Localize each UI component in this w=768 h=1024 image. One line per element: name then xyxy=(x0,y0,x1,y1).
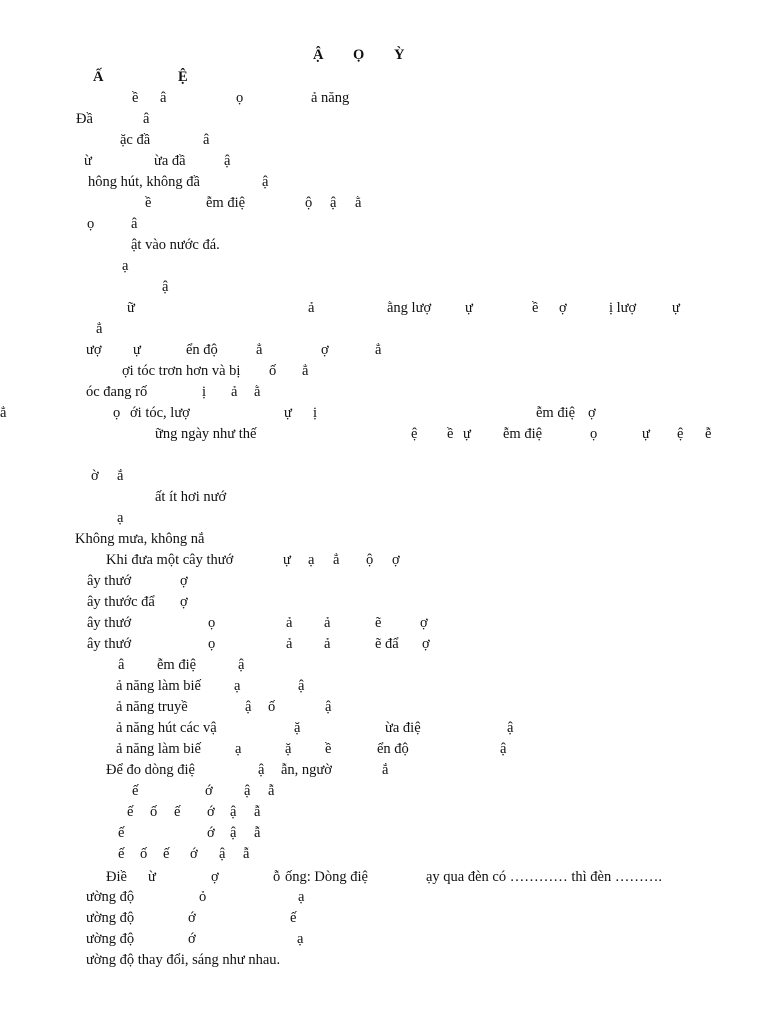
text-fragment: ật vào nước đá. xyxy=(131,237,220,253)
text-fragment: ường độ xyxy=(86,910,135,926)
text-fragment: ậ xyxy=(238,657,245,673)
text-fragment: ượ xyxy=(86,342,102,358)
text-fragment: â xyxy=(143,111,150,127)
text-fragment: ố xyxy=(269,363,277,379)
text-fragment: ẫ xyxy=(254,804,261,820)
text-fragment: ững ngày như thế xyxy=(155,426,257,442)
text-fragment: ây thước đẩ xyxy=(87,594,155,610)
text-fragment: hông hút, không đầ xyxy=(88,174,200,190)
text-fragment: ẳ xyxy=(0,405,7,421)
text-fragment: ợ xyxy=(211,869,219,885)
text-fragment: ợ xyxy=(559,300,567,316)
text-fragment: ả xyxy=(324,615,331,631)
text-fragment: ừ xyxy=(148,869,156,885)
text-fragment: ất ít hơi nướ xyxy=(155,489,227,505)
text-fragment: ả xyxy=(231,384,238,400)
text-fragment: ộ xyxy=(366,552,374,568)
text-fragment: ường độ xyxy=(86,931,135,947)
text-fragment: ường độ thay đổi, sáng như nhau. xyxy=(86,952,281,968)
text-fragment: ẳ xyxy=(333,552,340,568)
text-fragment: ạ xyxy=(235,741,242,757)
text-fragment: ẽ xyxy=(375,615,382,631)
text-fragment: ển độ xyxy=(377,741,409,757)
text-fragment: ậ xyxy=(330,195,337,211)
text-fragment: ặ xyxy=(285,741,292,757)
text-fragment: ễm điệ xyxy=(536,405,576,421)
text-fragment: ậ xyxy=(244,783,251,799)
text-fragment: ế xyxy=(118,825,125,841)
text-fragment: ẫ xyxy=(268,783,275,799)
text-fragment: ậ xyxy=(230,804,237,820)
text-fragment: ế xyxy=(290,910,297,926)
text-fragment: ị xyxy=(313,405,318,421)
text-fragment: ợi tóc trơn hơn và bị xyxy=(122,363,241,379)
text-fragment: ọ xyxy=(590,426,598,442)
text-fragment: ẫ xyxy=(254,825,261,841)
text-fragment: ọ xyxy=(87,216,95,232)
text-fragment: ả năng truyề xyxy=(116,699,188,715)
text-fragment: ậ xyxy=(230,825,237,841)
text-fragment: ợ xyxy=(321,342,329,358)
text-fragment: ễ xyxy=(705,426,712,442)
text-fragment: ế xyxy=(163,846,170,862)
text-fragment: ặ xyxy=(294,720,301,736)
text-fragment: ạ xyxy=(117,510,124,526)
text-fragment: Đầ xyxy=(76,111,93,127)
text-fragment: ả năng làm biế xyxy=(116,741,201,757)
text-fragment: ậ xyxy=(298,678,305,694)
text-fragment: ợ xyxy=(420,615,428,631)
text-fragment: ả xyxy=(286,636,293,652)
text-fragment: ạ xyxy=(297,931,304,947)
text-fragment: ạ xyxy=(308,552,315,568)
text-fragment: ậ xyxy=(500,741,507,757)
text-fragment: ằ xyxy=(254,384,261,400)
text-fragment: ự xyxy=(642,426,650,442)
text-fragment: ẳ xyxy=(302,363,309,379)
text-fragment: ợ xyxy=(392,552,400,568)
text-fragment: ớ xyxy=(205,783,213,799)
text-fragment: óc đang rố xyxy=(86,384,148,400)
text-fragment: ậ xyxy=(162,279,169,295)
text-fragment: ạ xyxy=(122,258,129,274)
text-fragment: ẳ xyxy=(375,342,382,358)
text-fragment: ẽ đẩ xyxy=(375,636,399,652)
text-fragment: â xyxy=(203,132,210,148)
title-fragment: Ọ xyxy=(353,47,365,63)
text-fragment: ọ xyxy=(113,405,121,421)
text-fragment: ằng lượ xyxy=(387,300,432,316)
text-fragment: Điề xyxy=(106,869,127,885)
text-fragment: ừa điệ xyxy=(385,720,421,736)
text-fragment: ớ xyxy=(190,846,198,862)
text-fragment: ự xyxy=(465,300,473,316)
text-fragment: ừ xyxy=(84,153,92,169)
text-fragment: ả xyxy=(324,636,331,652)
text-fragment: ớ xyxy=(207,825,215,841)
text-fragment: ế xyxy=(132,783,139,799)
text-fragment: ạ xyxy=(234,678,241,694)
text-fragment: ây thướ xyxy=(87,636,132,652)
text-fragment: Khi đưa một cây thướ xyxy=(106,552,234,568)
text-fragment: ố xyxy=(150,804,158,820)
text-fragment: Để đo dòng điệ xyxy=(106,762,195,778)
text-fragment: ự xyxy=(463,426,471,442)
text-fragment: ự xyxy=(133,342,141,358)
heading-fragment: Ệ xyxy=(178,69,188,85)
text-fragment: ạ xyxy=(298,889,305,905)
text-fragment: â xyxy=(118,657,125,673)
text-fragment: ộ xyxy=(305,195,313,211)
text-fragment: ớ xyxy=(188,931,196,947)
text-fragment: ọ xyxy=(208,615,216,631)
text-fragment: ống: Dòng điệ xyxy=(285,869,368,885)
text-fragment: ệ xyxy=(677,426,684,442)
text-fragment: ề xyxy=(325,741,332,757)
text-fragment: ả năng xyxy=(311,90,350,106)
title-fragment: Ỳ xyxy=(394,47,405,63)
text-fragment: Không mưa, không nắ xyxy=(75,531,205,547)
text-fragment: ằ xyxy=(355,195,362,211)
text-fragment: ễm điệ xyxy=(206,195,246,211)
text-fragment: ớ xyxy=(188,910,196,926)
text-fragment: ây thướ xyxy=(87,615,132,631)
text-fragment: ỏ xyxy=(199,889,207,905)
text-fragment: ờ xyxy=(91,468,99,484)
text-fragment: ặc đầ xyxy=(120,132,151,148)
text-fragment: ố xyxy=(268,699,276,715)
text-fragment: ường độ xyxy=(86,889,135,905)
text-fragment: ễm điệ xyxy=(503,426,543,442)
text-fragment: ậ xyxy=(325,699,332,715)
text-fragment: ị xyxy=(202,384,207,400)
text-fragment: ậ xyxy=(219,846,226,862)
text-fragment: ả năng làm biế xyxy=(116,678,201,694)
text-fragment: ỗ xyxy=(273,869,281,885)
text-fragment: ắ xyxy=(382,762,389,778)
text-fragment: â xyxy=(131,216,138,232)
text-fragment: ố xyxy=(140,846,148,862)
text-fragment: ề xyxy=(132,90,139,106)
text-fragment: ẫn, ngườ xyxy=(281,762,332,778)
text-fragment: ả năng hút các vậ xyxy=(116,720,217,736)
text-fragment: ễm điệ xyxy=(157,657,197,673)
text-fragment: ừa đầ xyxy=(154,153,186,169)
text-fragment: ợ xyxy=(180,573,188,589)
text-fragment: ây thướ xyxy=(87,573,132,589)
text-fragment: ữ xyxy=(127,300,135,316)
text-fragment: ế xyxy=(127,804,134,820)
text-fragment: ự xyxy=(283,552,291,568)
heading-fragment: Ấ xyxy=(93,69,104,85)
text-fragment: ắ xyxy=(117,468,124,484)
text-fragment: ị lượ xyxy=(609,300,637,316)
text-fragment: ọ xyxy=(208,636,216,652)
text-fragment: ậ xyxy=(507,720,514,736)
text-fragment: ự xyxy=(284,405,292,421)
text-fragment: ẳ xyxy=(256,342,263,358)
text-fragment: ề xyxy=(145,195,152,211)
text-fragment: ề xyxy=(532,300,539,316)
text-fragment: ển độ xyxy=(186,342,218,358)
text-fragment: ậ xyxy=(262,174,269,190)
text-fragment: ế xyxy=(174,804,181,820)
text-fragment: ợ xyxy=(588,405,596,421)
text-fragment: ế xyxy=(118,846,125,862)
text-fragment: ậ xyxy=(224,153,231,169)
text-fragment: ề xyxy=(447,426,454,442)
text-fragment: ẳ xyxy=(96,321,103,337)
text-fragment: â xyxy=(160,90,167,106)
text-fragment: ệ xyxy=(411,426,418,442)
text-fragment: ự xyxy=(672,300,680,316)
text-fragment: ậ xyxy=(245,699,252,715)
text-fragment: ớ xyxy=(207,804,215,820)
text-fragment: ới tóc, lượ xyxy=(130,405,190,421)
text-fragment: ạy qua đèn có ………… thì đèn ………. xyxy=(426,869,662,885)
text-fragment: ợ xyxy=(180,594,188,610)
text-fragment: ọ xyxy=(236,90,244,106)
title-fragment: Ậ xyxy=(313,47,324,63)
text-fragment: ẫ xyxy=(243,846,250,862)
text-fragment: ậ xyxy=(258,762,265,778)
text-fragment: ả xyxy=(308,300,315,316)
text-fragment: ợ xyxy=(422,636,430,652)
text-fragment: ả xyxy=(286,615,293,631)
